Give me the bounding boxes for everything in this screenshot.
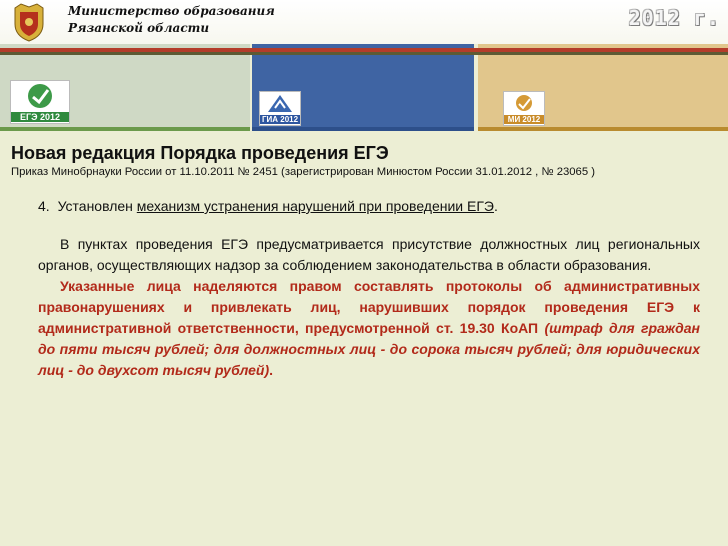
point-text-end: . [494, 198, 498, 214]
slide-title: Новая редакция Порядка проведения ЕГЭ [11, 143, 389, 163]
gia-emblem-icon [260, 92, 300, 114]
mi-logo [503, 91, 545, 126]
point-underlined-text: механизм устранения нарушений при проведении ЕГЭ [136, 198, 494, 214]
ministry-line-2: Рязанской области [68, 21, 210, 35]
point-text-start: Установлен [57, 198, 133, 214]
fine-details-text: (штраф для граждан до пяти тысяч рублей; для должностных лиц - до сорока тысяч рублей; для юридических лиц - до двухсот тысяч рублей) [38, 320, 700, 378]
header [0, 0, 728, 44]
ege-emblem-icon [11, 81, 69, 111]
paragraph-officials-presence: В пунктах проведения ЕГЭ предусматривается присутствие должностных лиц региональных органов, осуществляющих надзор за соблюдением законодательства в области образования. [38, 236, 700, 273]
year-label: 2012 г. [628, 6, 720, 30]
ministry-name [68, 3, 275, 37]
coat-of-arms-icon [11, 2, 47, 42]
powers-main-text: Указанные лица наделяются правом составлять протоколы об административных правонарушениях и привлекать лиц, нарушивших порядок проведения ЕГЭ к административной ответственности, предусмотренной ст. 19.30 КоАП [38, 278, 700, 336]
point-number: 4. [38, 198, 50, 214]
dark-strip [0, 52, 728, 55]
mi-logo-label: МИ 2012 [504, 115, 544, 124]
gia-logo [259, 91, 301, 126]
order-reference: Приказ Минобрнауки России от 11.10.2011 № 2451 (зарегистрирован Минюстом России 31.01.2012 , № 23065 ) [11, 166, 596, 178]
ege-logo-label: ЕГЭ 2012 [11, 112, 69, 122]
mi-emblem-icon [504, 92, 544, 114]
ministry-line-1: Министерство образования [68, 4, 275, 18]
ege-logo [10, 80, 70, 124]
slide-body [38, 196, 700, 381]
point-4 [38, 196, 700, 217]
powers-end: . [269, 362, 274, 378]
paragraph-powers [38, 276, 700, 381]
gia-logo-label: ГИА 2012 [261, 115, 299, 124]
